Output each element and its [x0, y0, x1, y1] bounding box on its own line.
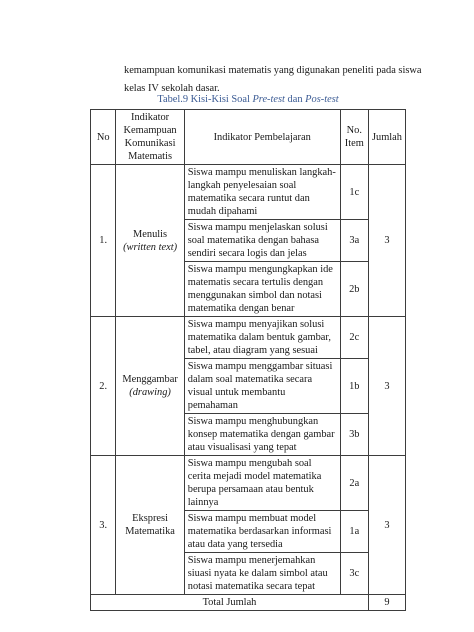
intro-paragraph	[124, 62, 422, 98]
learning-indicator: Siswa mampu mengubah soal cerita mejadi model matematika berupa persamaan atau bentuk lainnya	[184, 456, 340, 511]
group-count: 3	[368, 317, 405, 456]
table-row	[91, 456, 406, 511]
table-row	[91, 317, 406, 359]
item-number: 2a	[340, 456, 368, 511]
group-number: 2.	[91, 317, 116, 456]
total-value: 9	[368, 595, 405, 611]
group-indicator-english: (drawing)	[129, 387, 171, 398]
header-jumlah: Jumlah	[368, 110, 405, 165]
group-count: 3	[368, 456, 405, 595]
item-number: 3a	[340, 220, 368, 262]
group-indicator-name: Menggambar	[122, 374, 178, 385]
learning-indicator: Siswa mampu menghubungkan konsep matematika dengan gambar atau visualisasi yang tepat	[184, 414, 340, 456]
item-number: 3c	[340, 553, 368, 595]
learning-indicator: Siswa mampu menjelaskan solusi soal matematika dengan bahasa sendiri secara logis dan jelas	[184, 220, 340, 262]
item-number: 1c	[340, 165, 368, 220]
group-indicator	[116, 456, 184, 595]
learning-indicator: Siswa mampu menuliskan langkah-langkah penyelesaian soal matematika secara runtut dan mudah dipahami	[184, 165, 340, 220]
group-indicator	[116, 317, 184, 456]
group-indicator	[116, 165, 184, 317]
caption-prefix: Tabel.9 Kisi-Kisi Soal	[157, 94, 253, 105]
group-indicator-english: (written text)	[123, 241, 178, 253]
caption-and: dan	[284, 94, 306, 105]
kisi-kisi-table	[90, 109, 406, 611]
caption-pretest: Pre-test	[252, 94, 285, 105]
caption-posttest: Pos-test	[305, 94, 339, 105]
group-count: 3	[368, 165, 405, 317]
learning-indicator: Siswa mampu membuat model matematika berdasarkan informasi atau data yang tersedia	[184, 511, 340, 553]
total-label: Total Jumlah	[91, 595, 369, 611]
group-indicator-name: Ekspresi Matematika	[125, 513, 175, 537]
header-no-item: No. Item	[340, 110, 368, 165]
group-number: 3.	[91, 456, 116, 595]
item-number: 2b	[340, 262, 368, 317]
header-no: No	[91, 110, 116, 165]
item-number: 2c	[340, 317, 368, 359]
header-indikator-pembelajaran: Indikator Pembelajaran	[184, 110, 340, 165]
learning-indicator: Siswa mampu menyajikan solusi matematika dalam bentuk gambar, tabel, atau diagram yang sesuai	[184, 317, 340, 359]
table-header-row	[91, 110, 406, 165]
learning-indicator: Siswa mampu mengungkapkan ide matematis secara tertulis dengan menggunakan simbol dan notasi matematika dengan benar	[184, 262, 340, 317]
learning-indicator: Siswa mampu menggambar situasi dalam soal matematika secara visual untuk membantu pemahaman	[184, 359, 340, 414]
item-number: 1a	[340, 511, 368, 553]
group-indicator-name: Menulis	[133, 228, 168, 240]
total-row	[91, 595, 406, 611]
group-number: 1.	[91, 165, 116, 317]
item-number: 1b	[340, 359, 368, 414]
item-number: 3b	[340, 414, 368, 456]
header-indikator-kemampuan: Indikator Kemampuan Komunikasi Matematis	[116, 110, 184, 165]
intro-line-1: kemampuan komunikasi matematis yang digunakan peneliti pada siswa	[124, 65, 422, 76]
table-row	[91, 165, 406, 220]
learning-indicator: Siswa mampu menerjemahkan siuasi nyata ke dalam simbol atau notasi matematika secara tepat	[184, 553, 340, 595]
intro-line-2: kelas IV sekolah dasar.	[124, 83, 220, 94]
table-caption	[90, 94, 406, 105]
